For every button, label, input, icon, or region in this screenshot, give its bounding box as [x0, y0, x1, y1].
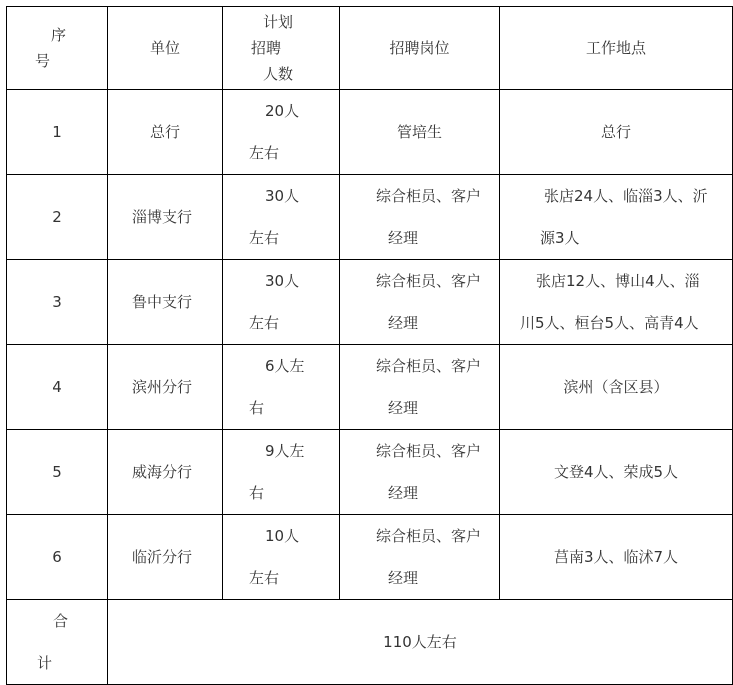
header-seq [7, 7, 108, 90]
cell-plan [223, 430, 340, 515]
cell-unit: 临沂分行 [108, 515, 223, 600]
cell-unit: 鲁中支行 [108, 260, 223, 345]
cell-unit: 淄博支行 [108, 175, 223, 260]
header-location: 工作地点 [500, 7, 733, 90]
cell-post [340, 175, 500, 260]
cell-location: 文登4人、荣成5人 [500, 430, 733, 515]
cell-post-line-1: 综合柜员、客户 [376, 357, 482, 375]
cell-plan [223, 260, 340, 345]
cell-plan-line-1: 30人 [265, 272, 300, 290]
cell-seq: 4 [7, 345, 108, 430]
cell-plan [223, 345, 340, 430]
cell-unit: 滨州分行 [108, 345, 223, 430]
cell-location-line-1: 张店12人、博山4人、淄 [536, 272, 700, 290]
cell-location-line-1: 张店24人、临淄3人、沂 [544, 187, 708, 205]
total-row [7, 600, 733, 685]
total-label-line-1: 合 [53, 612, 69, 630]
cell-location: 总行 [500, 90, 733, 175]
cell-post [340, 430, 500, 515]
cell-plan-line-1: 30人 [265, 187, 300, 205]
cell-post: 管培生 [340, 90, 500, 175]
cell-unit: 威海分行 [108, 430, 223, 515]
cell-plan-line-2: 左右 [249, 229, 280, 247]
cell-seq: 2 [7, 175, 108, 260]
header-plan-line-2: 招聘 [251, 39, 282, 57]
cell-seq: 6 [7, 515, 108, 600]
cell-plan-line-1: 20人 [265, 102, 300, 120]
cell-post-line-2: 经理 [388, 229, 419, 247]
cell-plan-line-2: 左右 [249, 569, 280, 587]
cell-post-line-1: 综合柜员、客户 [376, 442, 482, 460]
header-plan [223, 7, 340, 90]
total-label-line-2: 计 [37, 654, 53, 672]
cell-post-line-1: 综合柜员、客户 [376, 187, 482, 205]
cell-unit: 总行 [108, 90, 223, 175]
cell-seq: 1 [7, 90, 108, 175]
cell-post-line-1: 综合柜员、客户 [376, 527, 482, 545]
cell-location-line-2: 源3人 [540, 229, 580, 247]
table-row [7, 345, 733, 430]
header-seq-line-1: 序 [51, 26, 67, 44]
cell-plan-line-2: 左右 [249, 144, 280, 162]
cell-plan-line-1: 10人 [265, 527, 300, 545]
cell-location [500, 260, 733, 345]
cell-plan-line-2: 右 [249, 399, 265, 417]
cell-post [340, 345, 500, 430]
cell-plan [223, 515, 340, 600]
header-seq-line-2: 号 [35, 52, 51, 70]
cell-plan-line-1: 6人左 [265, 357, 305, 375]
cell-post-line-2: 经理 [388, 569, 419, 587]
total-label [7, 600, 108, 685]
cell-location [500, 175, 733, 260]
header-unit: 单位 [108, 7, 223, 90]
cell-plan-line-2: 右 [249, 484, 265, 502]
cell-location: 滨州（含区县） [500, 345, 733, 430]
table-row [7, 260, 733, 345]
cell-post [340, 260, 500, 345]
recruitment-table [6, 6, 733, 685]
header-plan-line-1: 计划 [263, 13, 294, 31]
cell-plan [223, 175, 340, 260]
table-row [7, 515, 733, 600]
total-value: 110人左右 [108, 600, 733, 685]
header-post: 招聘岗位 [340, 7, 500, 90]
cell-location-line-2: 川5人、桓台5人、高青4人 [520, 314, 699, 332]
cell-post [340, 515, 500, 600]
cell-plan [223, 90, 340, 175]
header-plan-line-3: 人数 [263, 65, 294, 83]
cell-plan-line-1: 9人左 [265, 442, 305, 460]
cell-post-line-2: 经理 [388, 399, 419, 417]
table-row [7, 430, 733, 515]
cell-location: 莒南3人、临沭7人 [500, 515, 733, 600]
cell-post-line-1: 综合柜员、客户 [376, 272, 482, 290]
cell-post-line-2: 经理 [388, 314, 419, 332]
cell-seq: 5 [7, 430, 108, 515]
table-row [7, 175, 733, 260]
cell-plan-line-2: 左右 [249, 314, 280, 332]
cell-seq: 3 [7, 260, 108, 345]
cell-post-line-2: 经理 [388, 484, 419, 502]
header-row [7, 7, 733, 90]
table-row [7, 90, 733, 175]
